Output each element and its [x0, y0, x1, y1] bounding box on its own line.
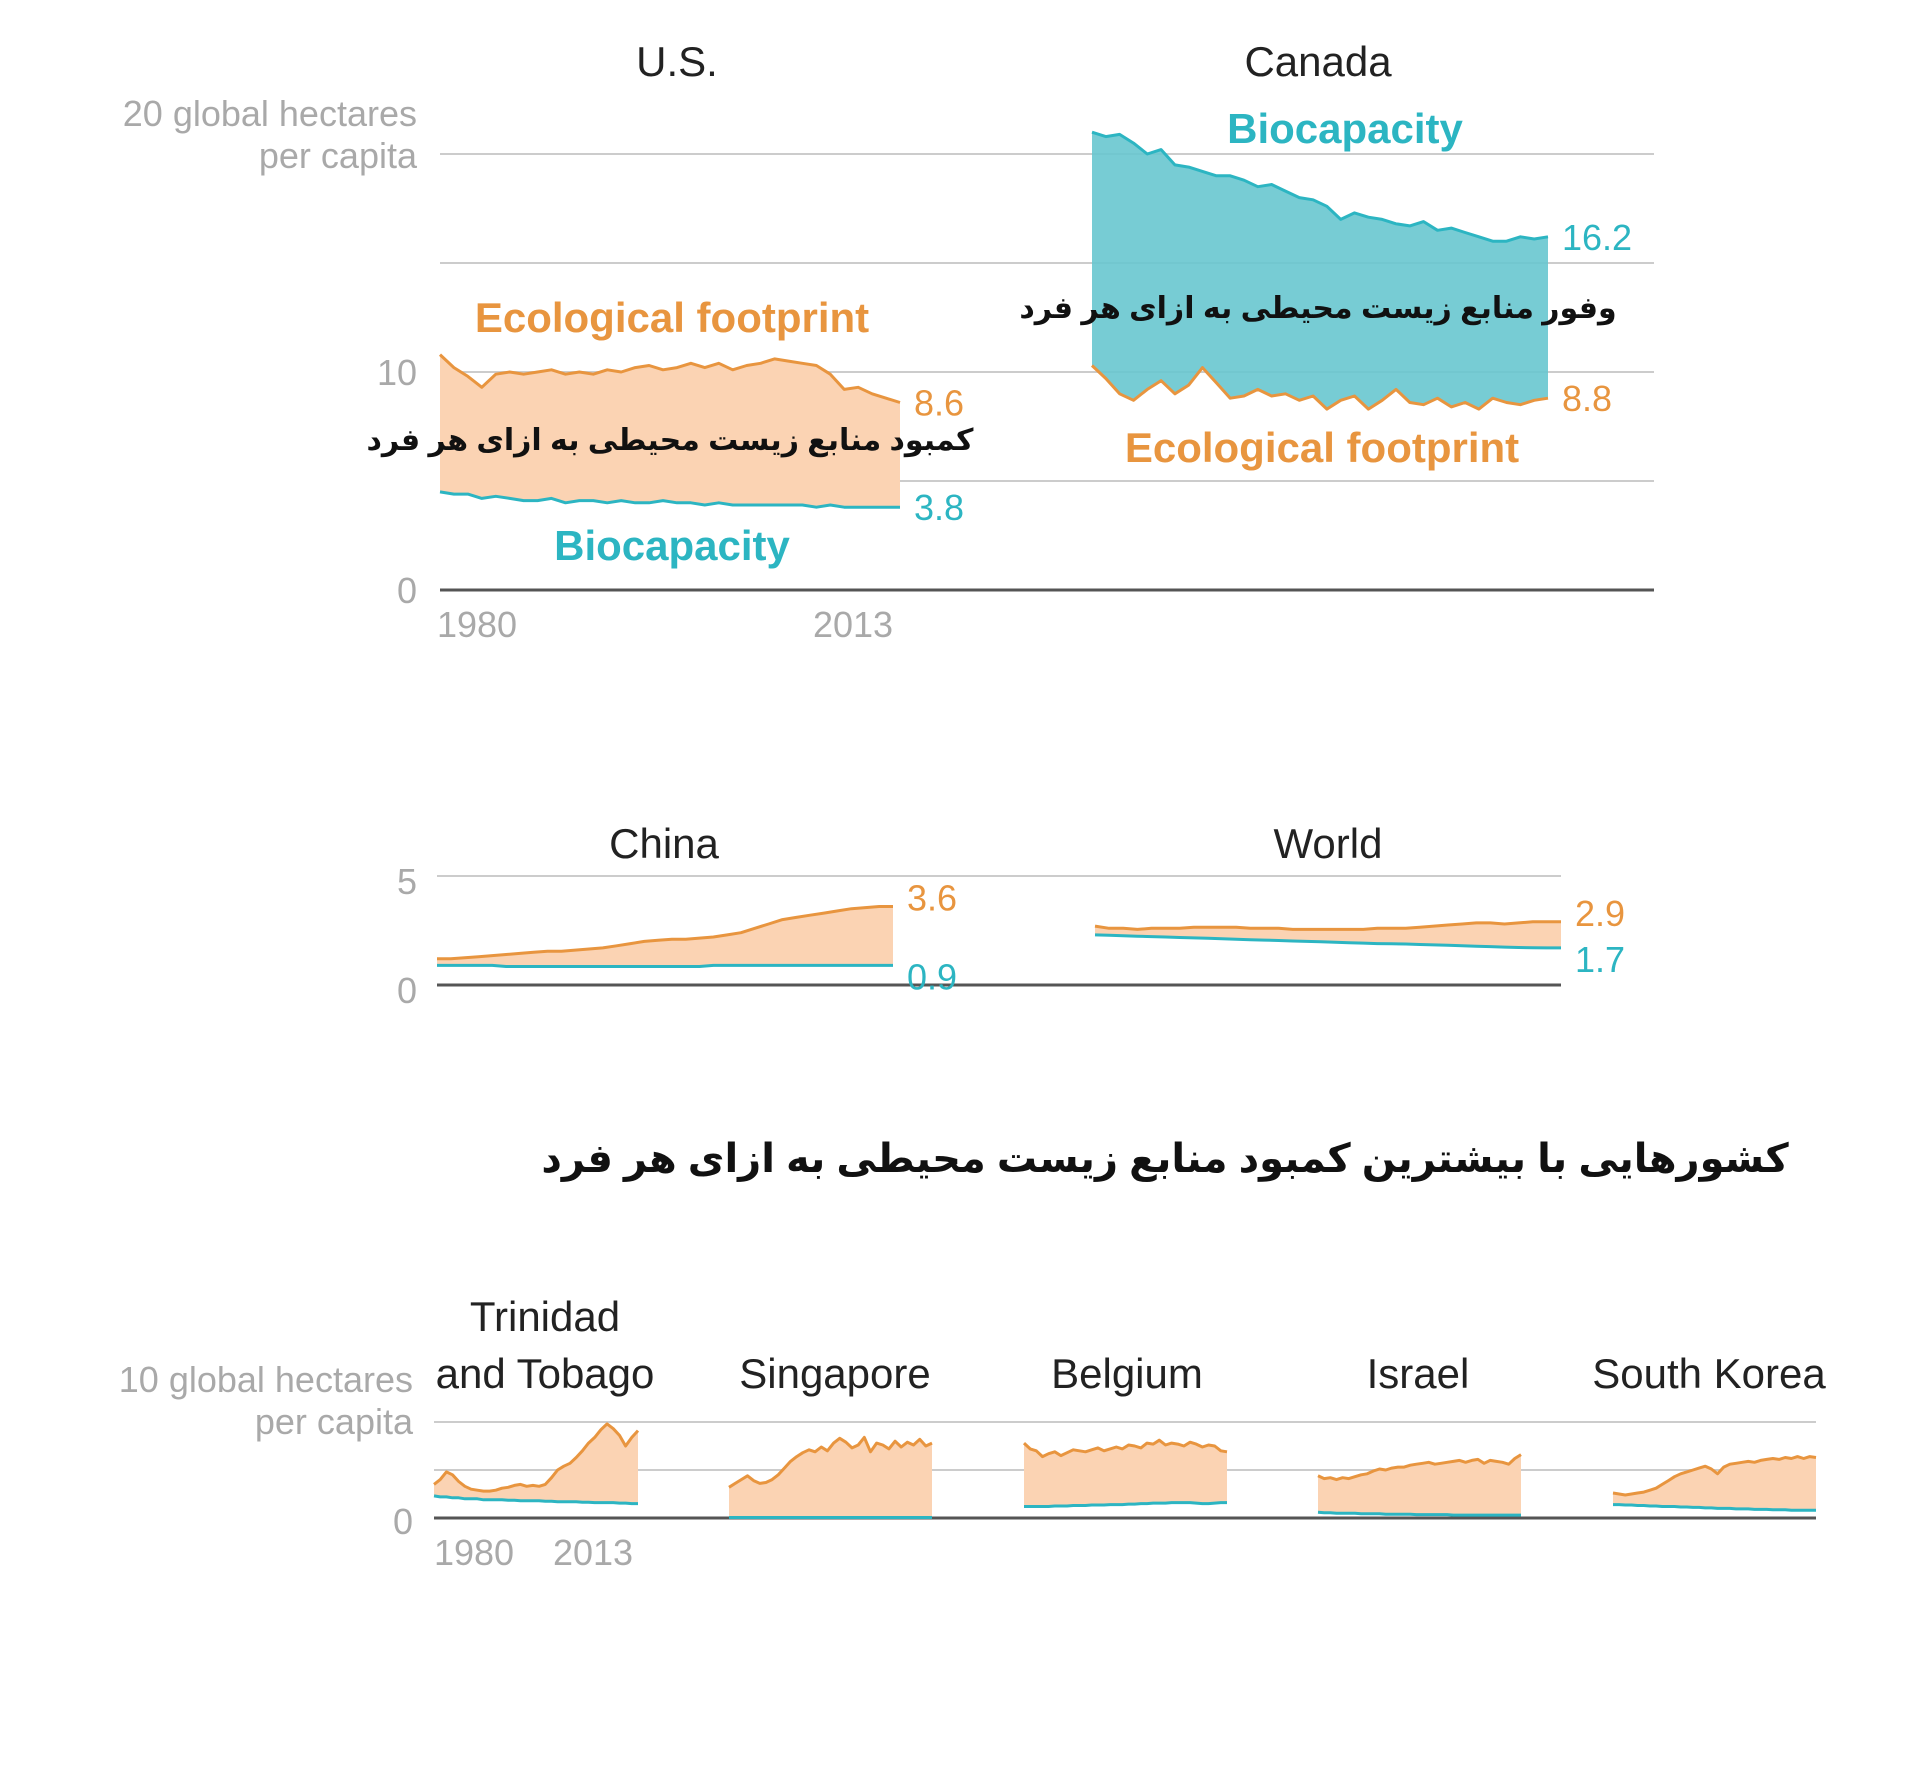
- us-footprint-label: Ecological footprint: [474, 294, 870, 341]
- y-tick-0-mid: 0: [396, 970, 417, 1011]
- x-tick-trinidad-1980: 1980: [433, 1532, 515, 1573]
- y-tick-0-bottom: 0: [392, 1501, 413, 1542]
- top-unit-label-line2: per capita: [258, 135, 417, 176]
- chart-title-china: China: [609, 820, 719, 867]
- canada-gap-area: [1092, 132, 1548, 409]
- x-tick-us-2013: 2013: [812, 604, 894, 645]
- world-footprint-end-label: 2.9: [1575, 892, 1626, 934]
- chart-title-world: World: [1273, 820, 1383, 867]
- china-biocapacity-end-label: 0.9: [907, 956, 958, 998]
- canada-biocapacity-label: Biocapacity: [1227, 105, 1463, 152]
- chart-title-southkorea: South Korea: [1592, 1350, 1826, 1397]
- china-biocapacity-line: [437, 965, 893, 966]
- canada-footprint-end-label: 8.8: [1562, 378, 1613, 420]
- canada-footprint-label: Ecological footprint: [1124, 424, 1520, 471]
- trinidad-gap-area: [434, 1424, 638, 1504]
- china-gap-area: [437, 907, 893, 967]
- chart-title-israel: Israel: [1366, 1350, 1470, 1397]
- x-tick-trinidad-2013: 2013: [552, 1532, 634, 1573]
- y-tick-5: 5: [396, 861, 417, 902]
- bottom-unit-label-line2: per capita: [254, 1401, 413, 1442]
- china-footprint-end-label: 3.6: [907, 877, 958, 919]
- belgium-gap-area: [1024, 1440, 1227, 1506]
- us-biocapacity-end-label: 3.8: [914, 487, 965, 529]
- canada-biocapacity-end-label: 16.2: [1562, 216, 1633, 258]
- y-tick-10: 10: [376, 352, 417, 393]
- canada-reserve-annotation: وفور منابع زیست محیطی به ازای هر فرد: [1019, 292, 1617, 325]
- top-unit-label-line1: 20 global hectares: [122, 93, 417, 134]
- world-biocapacity-end-label: 1.7: [1575, 938, 1626, 980]
- chart-title-us: U.S.: [636, 38, 718, 85]
- chart-title-trinidad-line2: and Tobago: [435, 1350, 655, 1397]
- chart-title-belgium: Belgium: [1051, 1350, 1203, 1397]
- chart-title-trinidad-line1: Trinidad: [469, 1293, 621, 1340]
- us-footprint-end-label: 8.6: [914, 382, 965, 424]
- us-biocapacity-label: Biocapacity: [554, 522, 790, 569]
- chart-title-singapore: Singapore: [739, 1350, 931, 1397]
- y-tick-0-top: 0: [396, 570, 417, 611]
- southkorea-gap-area: [1613, 1457, 1816, 1511]
- world-gap-area: [1095, 922, 1561, 948]
- chart-title-canada: Canada: [1244, 38, 1392, 85]
- bottom-unit-label-line1: 10 global hectares: [118, 1359, 413, 1400]
- singapore-gap-area: [729, 1437, 932, 1517]
- deficit-section-title: کشورهایی با بیشترین کمبود منابع زیست محیطی به ازای هر فرد: [541, 1137, 1789, 1181]
- us-deficit-annotation: کمبود منابع زیست محیطی به ازای هر فرد: [366, 424, 974, 457]
- x-tick-us-1980: 1980: [436, 604, 518, 645]
